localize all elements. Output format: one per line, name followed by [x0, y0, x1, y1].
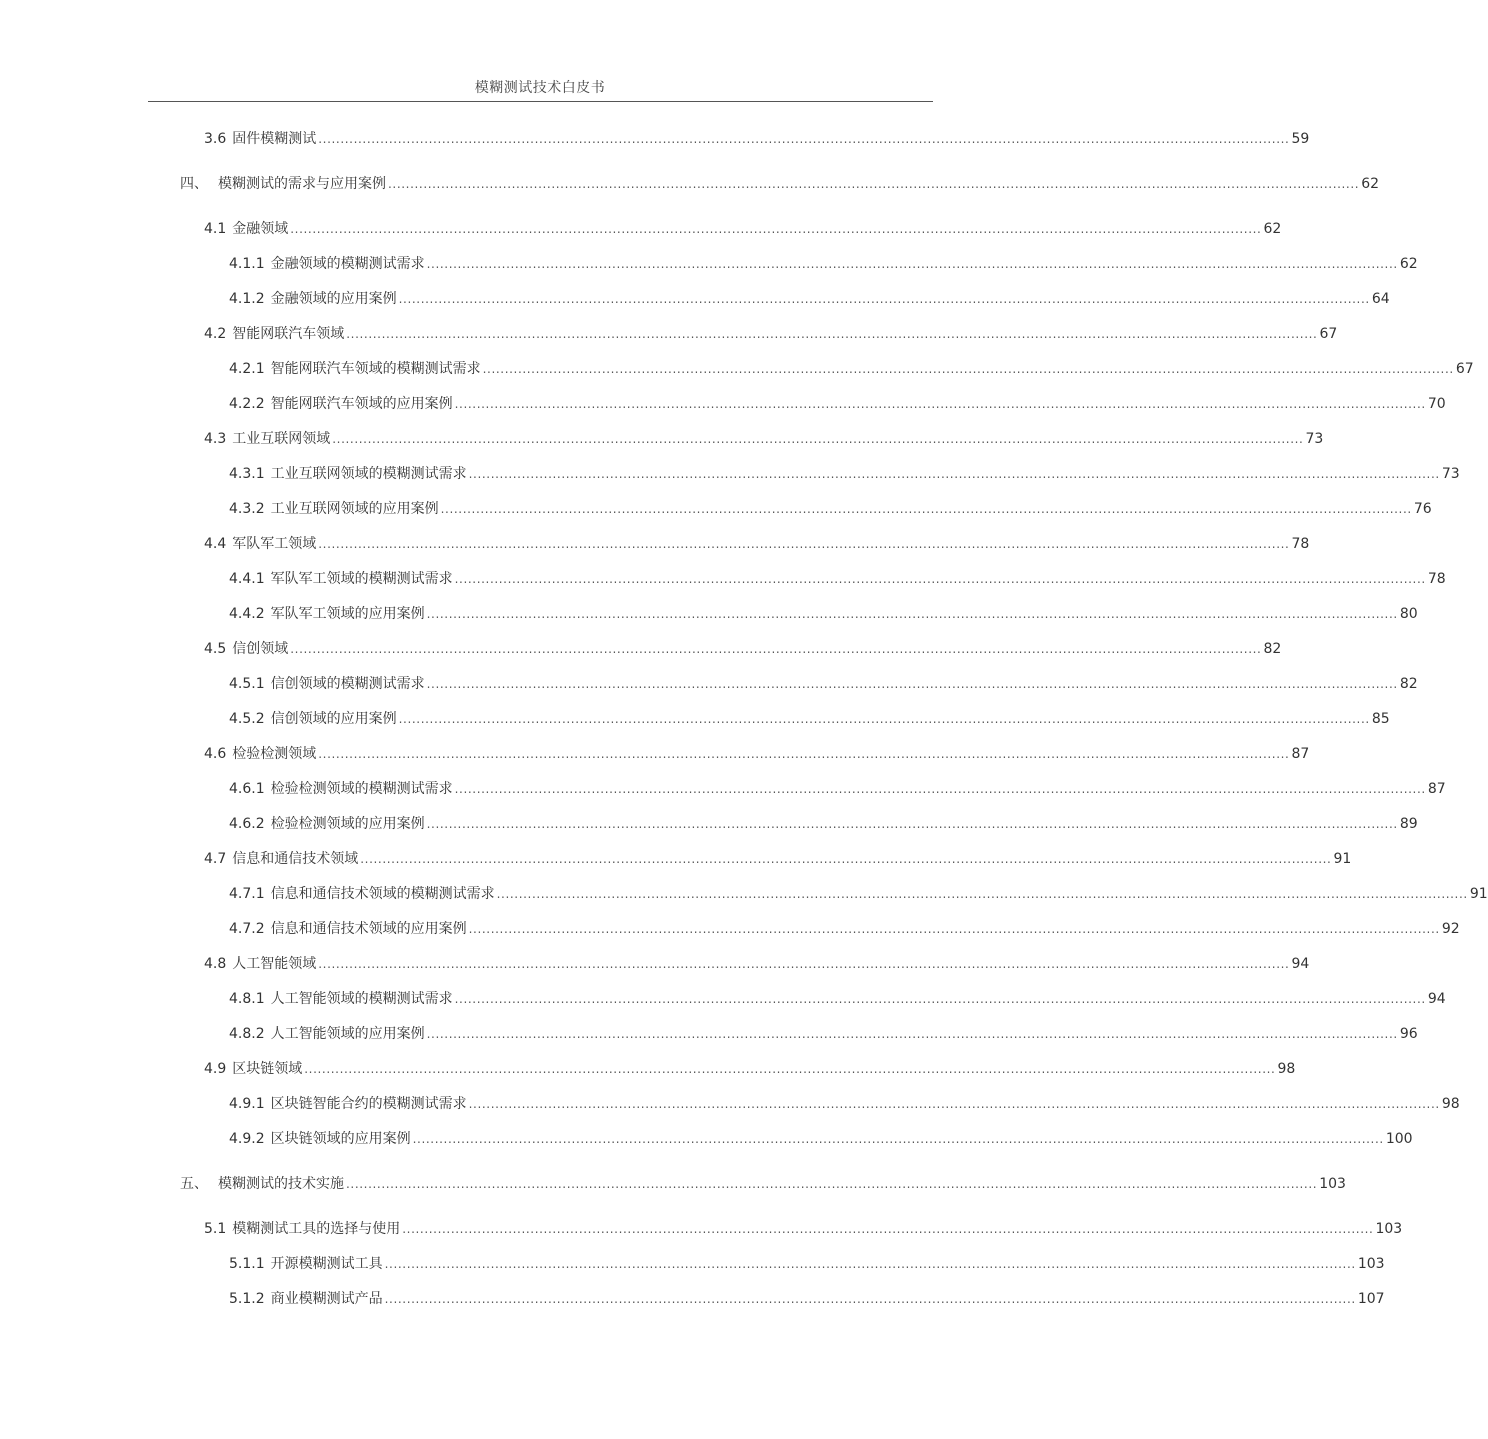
toc-entry-title: 区块链智能合约的模糊测试需求 — [270, 1096, 467, 1112]
toc-dot-leader: ............................................................................................................................................................................................................................ — [318, 537, 1290, 551]
toc-entry-number: 4.9.2 — [229, 1131, 265, 1147]
toc-entry-page-number: 94 — [1291, 956, 1310, 972]
toc-entry-number: 4.2.2 — [229, 396, 265, 412]
toc-entry-number: 4.5.2 — [229, 711, 265, 727]
toc-entry-title: 人工智能领域的模糊测试需求 — [270, 991, 453, 1007]
toc-dot-leader: ............................................................................................................................................................................................................................ — [388, 177, 1360, 191]
toc-entry[interactable] — [229, 358, 1474, 380]
toc-dot-leader: ............................................................................................................................................................................................................................ — [440, 502, 1412, 516]
toc-entry-title: 工业互联网领域的模糊测试需求 — [270, 466, 467, 482]
toc-entry-page-number: 107 — [1357, 1291, 1385, 1307]
toc-entry-title: 信创领域的模糊测试需求 — [270, 676, 425, 692]
toc-entry[interactable] — [204, 323, 1338, 345]
toc-entry[interactable] — [229, 1288, 1385, 1310]
toc-entry-number: 4.3.1 — [229, 466, 265, 482]
running-header: 模糊测试技术白皮书 — [474, 80, 606, 96]
toc-entry-number: 4.3.2 — [229, 501, 265, 517]
toc-entry-title: 检验检测领域的模糊测试需求 — [270, 781, 453, 797]
toc-entry-title: 检验检测领域的应用案例 — [270, 816, 425, 832]
toc-dot-leader: ............................................................................................................................................................................................................................ — [360, 852, 1332, 866]
toc-entry-number: 4.4.1 — [229, 571, 265, 587]
toc-entry[interactable] — [229, 393, 1446, 415]
toc-entry-page-number: 62 — [1361, 176, 1380, 192]
toc-entry[interactable] — [229, 1253, 1385, 1275]
toc-entry-page-number: 59 — [1291, 131, 1310, 147]
toc-entry-page-number: 92 — [1441, 921, 1460, 937]
toc-entry-title: 智能网联汽车领域 — [232, 326, 345, 342]
toc-entry-title: 金融领域 — [232, 221, 289, 237]
toc-entry-title: 模糊测试的需求与应用案例 — [218, 176, 386, 192]
header-divider — [148, 101, 933, 102]
toc-entry[interactable] — [229, 918, 1460, 940]
toc-dot-leader: ............................................................................................................................................................................................................................ — [318, 747, 1290, 761]
toc-dot-leader: ............................................................................................................................................................................................................................ — [426, 817, 1398, 831]
toc-entry[interactable] — [204, 1218, 1403, 1240]
toc-entry-number: 5.1 — [204, 1221, 227, 1237]
toc-entry-page-number: 89 — [1399, 816, 1418, 832]
toc-entry-page-number: 85 — [1371, 711, 1390, 727]
toc-dot-leader: ............................................................................................................................................................................................................................ — [318, 132, 1290, 146]
toc-dot-leader: ............................................................................................................................................................................................................................ — [290, 222, 1262, 236]
toc-entry-page-number: 103 — [1319, 1176, 1346, 1192]
toc-dot-leader: ............................................................................................................................................................................................................................ — [426, 257, 1398, 271]
toc-entry-number: 4.7.2 — [229, 921, 265, 937]
toc-dot-leader: ............................................................................................................................................................................................................................ — [454, 992, 1426, 1006]
toc-entry[interactable] — [204, 533, 1310, 555]
toc-dot-leader: ............................................................................................................................................................................................................................ — [304, 1062, 1276, 1076]
toc-dot-leader: ............................................................................................................................................................................................................................ — [346, 1177, 1318, 1191]
toc-entry-page-number: 62 — [1263, 221, 1282, 237]
toc-entry-title: 金融领域的模糊测试需求 — [270, 256, 425, 272]
toc-entry-title: 智能网联汽车领域的模糊测试需求 — [270, 361, 481, 377]
toc-entry-page-number: 91 — [1333, 851, 1352, 867]
toc-entry-number: 4.8 — [204, 956, 227, 972]
toc-dot-leader: ............................................................................................................................................................................................................................ — [426, 607, 1398, 621]
toc-entry-page-number: 62 — [1399, 256, 1418, 272]
toc-entry-number: 4.8.1 — [229, 991, 265, 1007]
toc-entry-page-number: 98 — [1277, 1061, 1296, 1077]
toc-entry[interactable] — [229, 288, 1390, 310]
toc-entry-title: 工业互联网领域 — [232, 431, 331, 447]
toc-entry-number: 4.3 — [204, 431, 227, 447]
toc-entry-title: 军队军工领域 — [232, 536, 317, 552]
toc-entry-number: 4.2.1 — [229, 361, 265, 377]
toc-dot-leader: ............................................................................................................................................................................................................................ — [290, 642, 1262, 656]
toc-entry-title: 工业互联网领域的应用案例 — [270, 501, 439, 517]
toc-dot-leader: ............................................................................................................................................................................................................................ — [468, 467, 1440, 481]
toc-entry-page-number: 103 — [1357, 1256, 1385, 1272]
toc-entry[interactable] — [229, 1093, 1460, 1115]
toc-entry-title: 信创领域的应用案例 — [270, 711, 397, 727]
toc-entry-title: 信创领域 — [232, 641, 289, 657]
toc-entry[interactable] — [204, 128, 1310, 150]
toc-entry-title: 人工智能领域 — [232, 956, 317, 972]
toc-entry-page-number: 96 — [1399, 1026, 1418, 1042]
toc-entry-page-number: 73 — [1305, 431, 1324, 447]
toc-entry[interactable] — [204, 1058, 1296, 1080]
toc-entry-number: 5.1.2 — [229, 1291, 265, 1307]
toc-dot-leader: ............................................................................................................................................................................................................................ — [454, 572, 1426, 586]
toc-entry-number: 5.1.1 — [229, 1256, 265, 1272]
toc-entry[interactable] — [229, 673, 1418, 695]
toc-entry-page-number: 70 — [1427, 396, 1446, 412]
toc-entry-page-number: 103 — [1375, 1221, 1403, 1237]
toc-entry-number: 4.9 — [204, 1061, 227, 1077]
toc-entry[interactable] — [229, 883, 1488, 905]
toc-entry-page-number: 76 — [1413, 501, 1432, 517]
toc-entry-number: 4.9.1 — [229, 1096, 265, 1112]
toc-entry-page-number: 98 — [1441, 1096, 1460, 1112]
toc-entry-title: 模糊测试工具的选择与使用 — [232, 1221, 401, 1237]
toc-entry-page-number: 94 — [1427, 991, 1446, 1007]
toc-entry[interactable] — [204, 218, 1282, 240]
toc-entry-title: 人工智能领域的应用案例 — [270, 1026, 425, 1042]
toc-entry[interactable] — [204, 743, 1310, 765]
toc-entry[interactable] — [204, 953, 1310, 975]
toc-entry-page-number: 100 — [1385, 1131, 1413, 1147]
toc-entry[interactable] — [204, 848, 1352, 870]
toc-dot-leader: ............................................................................................................................................................................................................................ — [482, 362, 1454, 376]
toc-entry-page-number: 82 — [1399, 676, 1418, 692]
toc-entry[interactable] — [229, 603, 1418, 625]
toc-entry-number: 4.5.1 — [229, 676, 265, 692]
toc-entry-title: 信息和通信技术领域的应用案例 — [270, 921, 467, 937]
toc-entry-page-number: 67 — [1455, 361, 1474, 377]
toc-entry-number: 4.5 — [204, 641, 227, 657]
toc-entry[interactable] — [229, 568, 1446, 590]
toc-entry-number: 4.1 — [204, 221, 227, 237]
toc-entry-page-number: 78 — [1427, 571, 1446, 587]
toc-entry-number: 五、 — [180, 1176, 208, 1192]
toc-entry-number: 4.7.1 — [229, 886, 265, 902]
toc-dot-leader: ............................................................................................................................................................................................................................ — [454, 782, 1426, 796]
toc-entry-number: 4.1.2 — [229, 291, 265, 307]
toc-dot-leader: ............................................................................................................................................................................................................................ — [346, 327, 1318, 341]
toc-entry[interactable] — [229, 1023, 1418, 1045]
toc-dot-leader: ............................................................................................................................................................................................................................ — [426, 1027, 1398, 1041]
toc-entry-number: 4.4.2 — [229, 606, 265, 622]
toc-entry-page-number: 64 — [1371, 291, 1390, 307]
toc-entry-number: 4.6.2 — [229, 816, 265, 832]
toc-entry-page-number: 87 — [1291, 746, 1310, 762]
toc-entry-title: 商业模糊测试产品 — [270, 1291, 383, 1307]
toc-dot-leader: ............................................................................................................................................................................................................................ — [468, 922, 1440, 936]
toc-entry-title: 区块链领域的应用案例 — [270, 1131, 411, 1147]
toc-dot-leader: ............................................................................................................................................................................................................................ — [318, 957, 1290, 971]
toc-entry-title: 模糊测试的技术实施 — [218, 1176, 344, 1192]
toc-entry[interactable] — [229, 988, 1446, 1010]
toc-entry-number: 4.1.1 — [229, 256, 265, 272]
toc-dot-leader: ............................................................................................................................................................................................................................ — [398, 292, 1370, 306]
toc-dot-leader: ............................................................................................................................................................................................................................ — [426, 677, 1398, 691]
toc-dot-leader: ............................................................................................................................................................................................................................ — [384, 1257, 1356, 1271]
toc-entry[interactable] — [229, 1128, 1413, 1150]
toc-entry-number: 4.2 — [204, 326, 227, 342]
toc-entry-page-number: 73 — [1441, 466, 1460, 482]
toc-entry-title: 军队军工领域的模糊测试需求 — [270, 571, 453, 587]
toc-entry-page-number: 91 — [1469, 886, 1488, 902]
toc-entry-title: 金融领域的应用案例 — [270, 291, 397, 307]
toc-entry-number: 4.8.2 — [229, 1026, 265, 1042]
toc-entry[interactable] — [229, 778, 1446, 800]
toc-entry[interactable] — [229, 498, 1432, 520]
toc-dot-leader: ............................................................................................................................................................................................................................ — [454, 397, 1426, 411]
toc-entry-title: 信息和通信技术领域 — [232, 851, 359, 867]
toc-entry-title: 信息和通信技术领域的模糊测试需求 — [270, 886, 495, 902]
toc-dot-leader: ............................................................................................................................................................................................................................ — [332, 432, 1304, 446]
toc-entry-title: 区块链领域 — [232, 1061, 303, 1077]
toc-entry-number: 4.7 — [204, 851, 227, 867]
toc-entry-page-number: 82 — [1263, 641, 1282, 657]
toc-entry-title: 军队军工领域的应用案例 — [270, 606, 425, 622]
toc-entry-number: 4.4 — [204, 536, 227, 552]
toc-entry-title: 固件模糊测试 — [232, 131, 317, 147]
toc-entry-title: 智能网联汽车领域的应用案例 — [270, 396, 453, 412]
toc-dot-leader: ............................................................................................................................................................................................................................ — [384, 1292, 1356, 1306]
toc-entry-page-number: 67 — [1319, 326, 1338, 342]
toc-entry-number: 四、 — [180, 176, 208, 192]
toc-dot-leader: ............................................................................................................................................................................................................................ — [496, 887, 1468, 901]
toc-entry[interactable] — [204, 428, 1324, 450]
toc-entry-number: 3.6 — [204, 131, 227, 147]
toc-entry[interactable] — [180, 173, 1380, 195]
toc-entry[interactable] — [229, 463, 1460, 485]
toc-entry-page-number: 78 — [1291, 536, 1310, 552]
toc-entry-number: 4.6 — [204, 746, 227, 762]
toc-entry-title: 开源模糊测试工具 — [270, 1256, 383, 1272]
toc-entry-page-number: 80 — [1399, 606, 1418, 622]
toc-entry[interactable] — [229, 253, 1418, 275]
toc-entry[interactable] — [204, 638, 1282, 660]
toc-entry[interactable] — [229, 708, 1390, 730]
toc-entry-page-number: 87 — [1427, 781, 1446, 797]
toc-dot-leader: ............................................................................................................................................................................................................................ — [412, 1132, 1384, 1146]
toc-dot-leader: ............................................................................................................................................................................................................................ — [468, 1097, 1440, 1111]
toc-dot-leader: ............................................................................................................................................................................................................................ — [402, 1222, 1374, 1236]
toc-entry[interactable] — [180, 1173, 1346, 1195]
toc-entry[interactable] — [229, 813, 1418, 835]
toc-dot-leader: ............................................................................................................................................................................................................................ — [398, 712, 1370, 726]
toc-entry-number: 4.6.1 — [229, 781, 265, 797]
toc-entry-title: 检验检测领域 — [232, 746, 317, 762]
